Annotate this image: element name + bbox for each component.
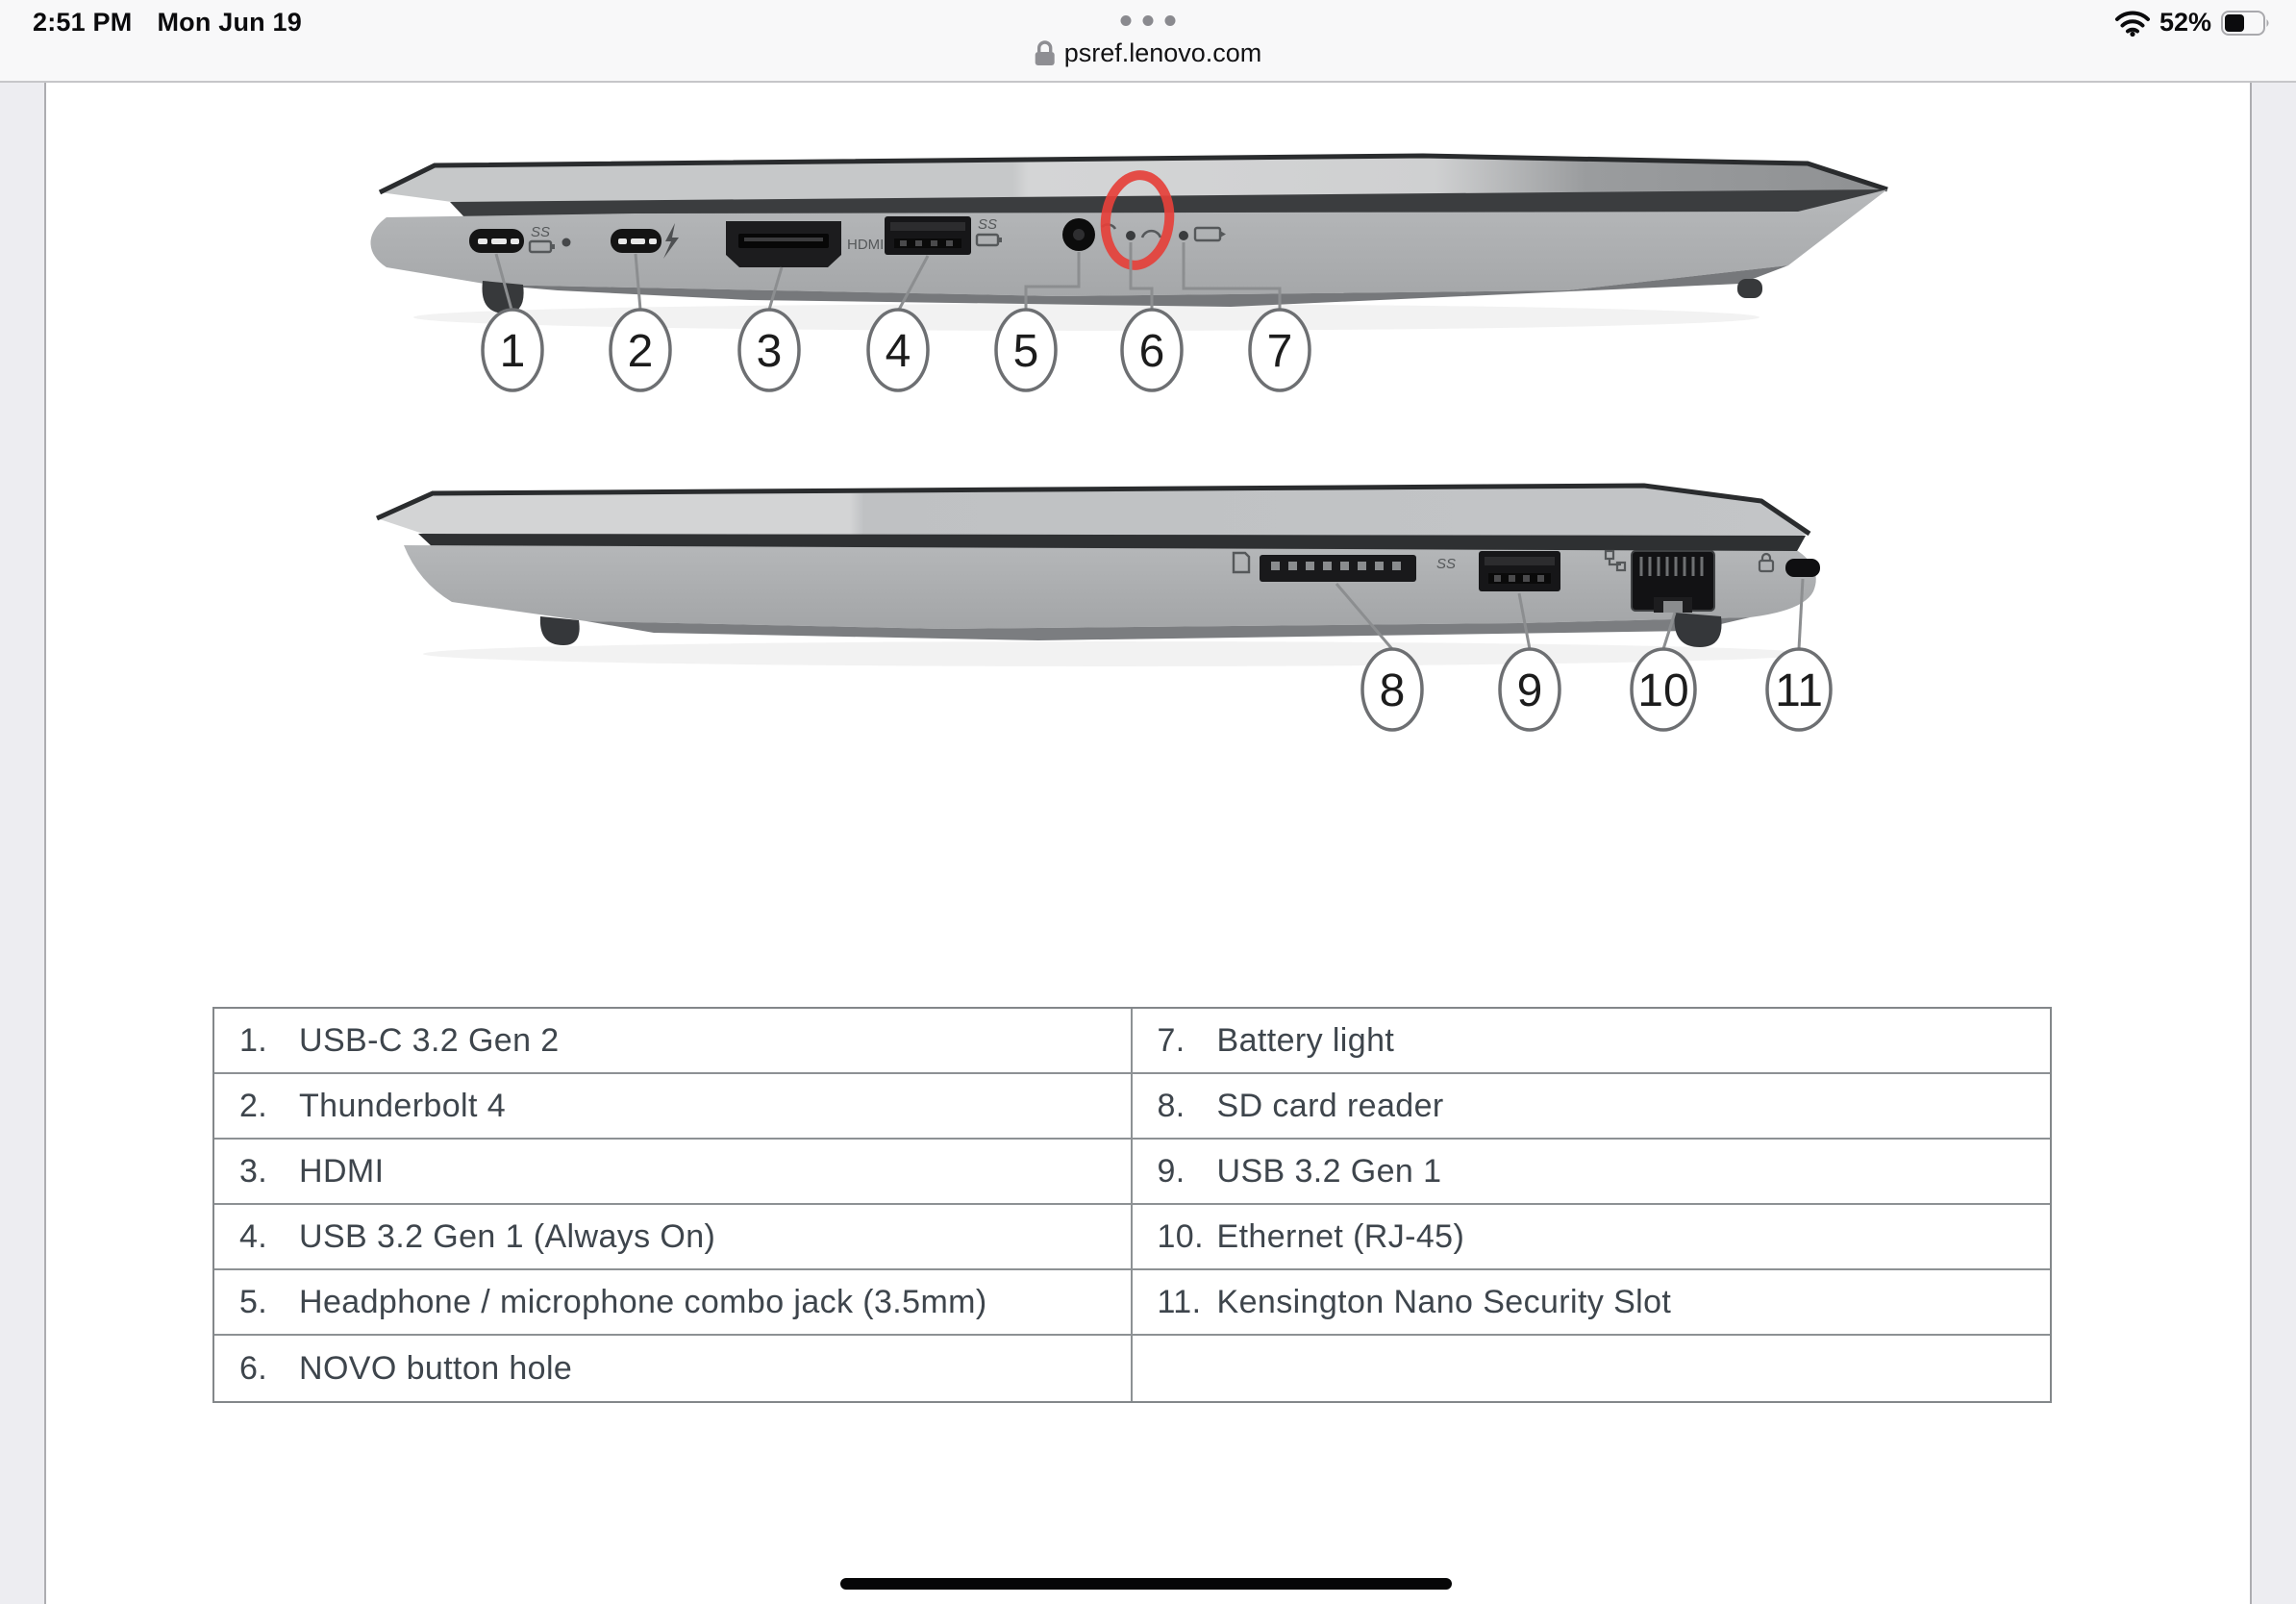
table-row (1133, 1074, 2051, 1140)
address-url: psref.lenovo.com (1063, 38, 1262, 67)
row-num: 9. (1157, 1152, 1185, 1190)
row-num: 2. (239, 1087, 268, 1124)
table-row-empty (1133, 1336, 2051, 1401)
row-label: Thunderbolt 4 (299, 1087, 507, 1124)
wifi-icon (2115, 10, 2150, 37)
row-num: 4. (239, 1217, 268, 1255)
page-gutter-right (2250, 83, 2296, 1604)
row-label: Battery light (1216, 1021, 1395, 1059)
status-right-cluster (2115, 8, 2271, 38)
row-num: 6. (239, 1349, 268, 1387)
status-date: Mon Jun 19 (157, 8, 302, 37)
row-label: Headphone / microphone combo jack (3.5mm) (299, 1283, 987, 1320)
row-num: 3. (239, 1152, 268, 1190)
table-row (1133, 1205, 2051, 1270)
ellipsis-dots-icon[interactable] (1121, 15, 1176, 26)
sd-card-slot-8 (1234, 553, 1416, 582)
usb-ss-mark: SS (531, 224, 551, 240)
callout-5: 5 (1012, 326, 1039, 377)
row-label: HDMI (299, 1152, 385, 1190)
callout-8: 8 (1379, 665, 1406, 716)
table-row (214, 1074, 1133, 1140)
ground-shadow (423, 641, 1808, 666)
status-time: 2:51 PM (33, 8, 133, 37)
usb-ss-mark: SS (1436, 556, 1457, 572)
callout-6: 6 (1138, 326, 1165, 377)
home-indicator[interactable] (840, 1578, 1452, 1590)
right-foot (1675, 613, 1722, 647)
padlock-icon (1035, 40, 1056, 67)
callout-4: 4 (885, 326, 911, 377)
battery-icon (2221, 11, 2271, 36)
table-row (214, 1270, 1133, 1336)
led-dot (562, 238, 571, 247)
address-bar[interactable] (1035, 38, 1262, 68)
row-label: USB-C 3.2 Gen 2 (299, 1021, 560, 1059)
safari-toolbar (0, 0, 2296, 83)
laptop-right-side-view (365, 476, 1904, 764)
table-row (214, 1336, 1133, 1401)
ports-table (212, 1007, 2052, 1403)
table-row (1133, 1140, 2051, 1205)
usb-ss-mark: SS (978, 216, 998, 233)
callout-2: 2 (627, 326, 654, 377)
row-label: USB 3.2 Gen 1 (Always On) (299, 1217, 716, 1255)
table-row (1133, 1270, 2051, 1336)
row-label: NOVO button hole (299, 1349, 573, 1387)
status-time-date (33, 8, 302, 38)
row-num: 7. (1157, 1021, 1185, 1059)
callout-9: 9 (1516, 665, 1543, 716)
row-num: 10. (1157, 1217, 1204, 1255)
row-label: SD card reader (1216, 1087, 1444, 1124)
table-row (214, 1205, 1133, 1270)
callout-3: 3 (756, 326, 783, 377)
laptop-left-side-view (365, 142, 1904, 412)
battery-percent: 52% (2159, 8, 2211, 37)
laptop-body (404, 545, 1816, 629)
callout-7: 7 (1266, 326, 1293, 377)
callout-1: 1 (499, 326, 526, 377)
row-num: 1. (239, 1021, 268, 1059)
table-row (214, 1009, 1133, 1074)
row-num: 8. (1157, 1087, 1185, 1124)
hdmi-mark: HDMI (847, 237, 885, 253)
table-row (1133, 1009, 2051, 1074)
row-num: 11. (1157, 1283, 1202, 1320)
rear-foot (1737, 279, 1762, 298)
callout-10: 10 (1637, 665, 1689, 716)
row-label: Kensington Nano Security Slot (1216, 1283, 1672, 1320)
table-row (214, 1140, 1133, 1205)
row-label: Ethernet (RJ-45) (1216, 1217, 1465, 1255)
row-num: 5. (239, 1283, 268, 1320)
page-gutter-left (0, 83, 46, 1604)
left-foot (540, 616, 580, 645)
callout-11: 11 (1775, 665, 1823, 716)
row-label: USB 3.2 Gen 1 (1216, 1152, 1442, 1190)
